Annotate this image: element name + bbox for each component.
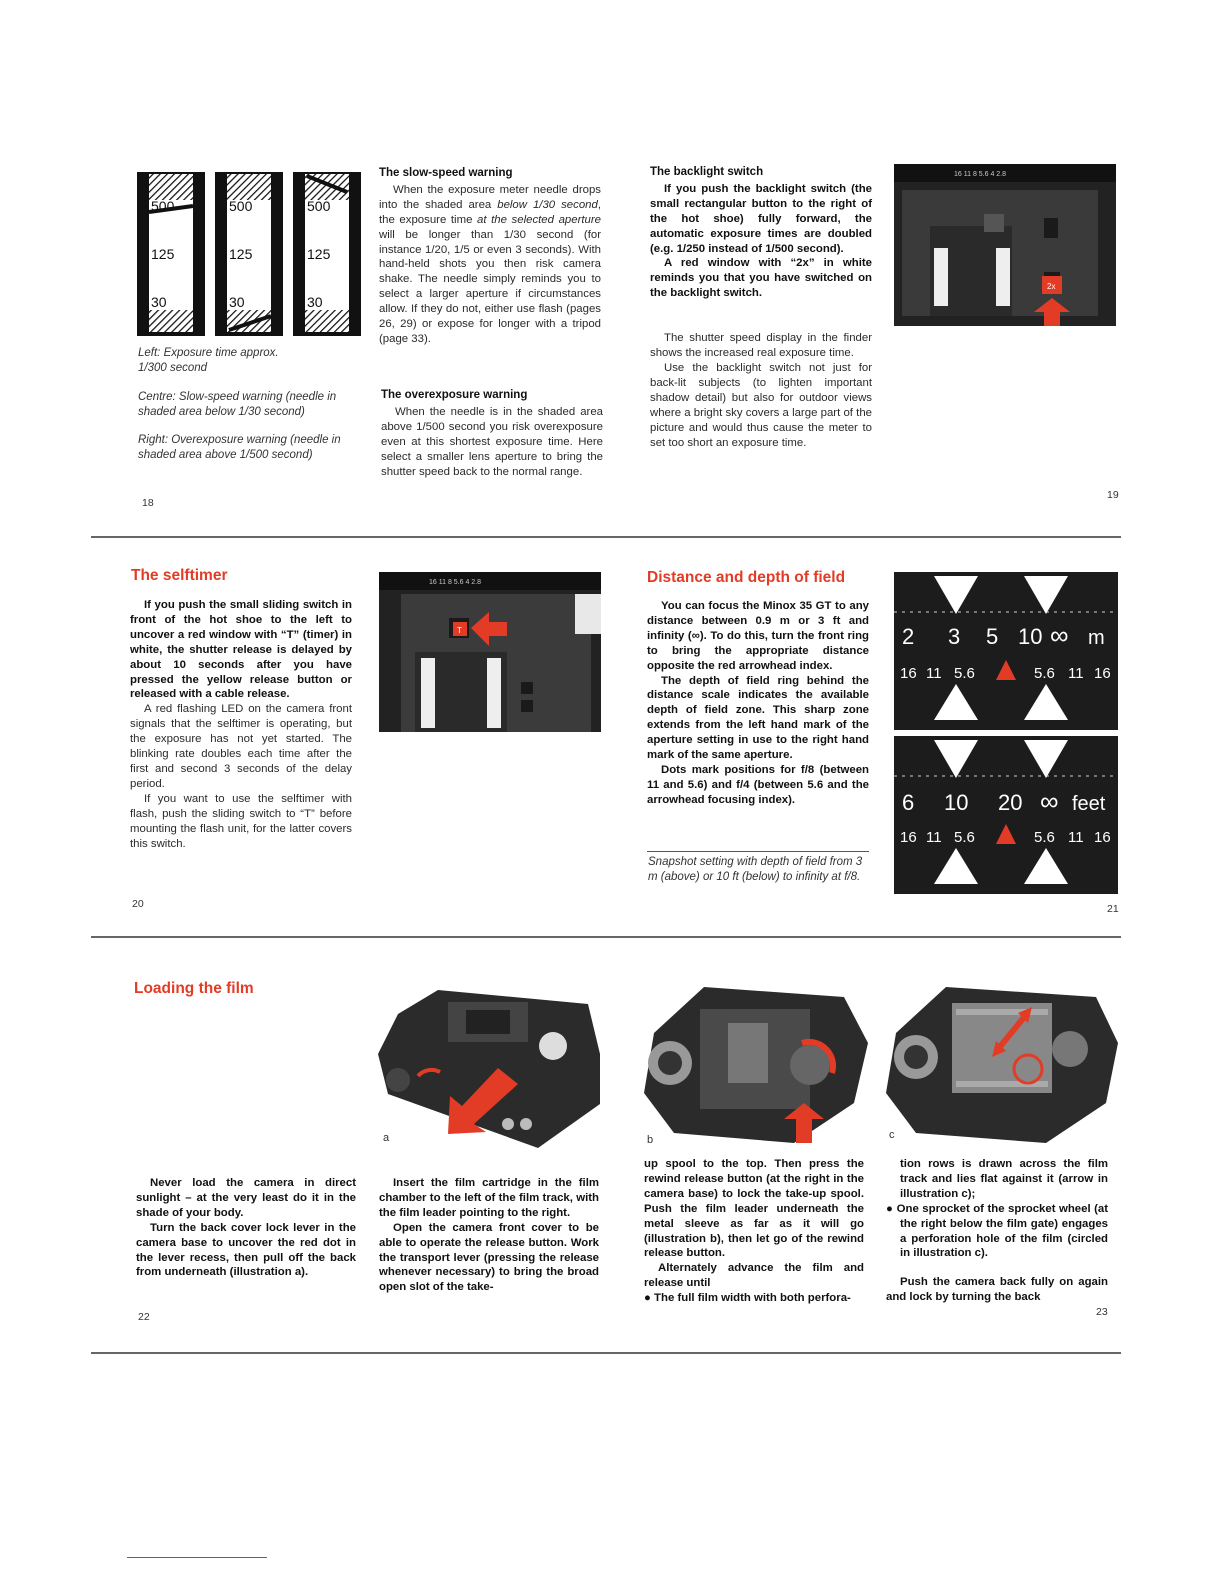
meter-right-500: 500: [307, 198, 331, 214]
meter-left-125: 125: [151, 246, 175, 262]
caption-right: Right: Overexposure warning (needle in shaded area above 1/500 second): [138, 434, 341, 461]
bullet-2-text: One sprocket of the sprocket wheel (at the right below the film gate) engages a perforation hole of the film (circled in illustration c).: [896, 1202, 1108, 1260]
label-c: c: [889, 1129, 895, 1141]
meter-illustrations: [135, 170, 363, 338]
dof-m-16a: 16: [900, 665, 917, 682]
loading-photo-b: [644, 983, 868, 1149]
backlight-bold-p1: If you push the backlight switch (the small rectangular button to the right of the hot shoe) fully forward, the automatic exposure times are doubled (e.g. 1/250 instead of 1/500 second).: [650, 182, 872, 255]
dof-m-5: 5: [986, 624, 999, 649]
selftimer-t-label: T: [457, 626, 462, 635]
selftimer-photo-scale: 16 11 8 5.6 4 2.8: [429, 579, 482, 586]
slow-speed-section: [379, 166, 601, 347]
backlight-section: [650, 165, 872, 450]
page-number-20: 20: [132, 898, 144, 910]
selftimer-p2: A red flashing LED on the camera front signals that the selftimer is operating, but the exposure has not yet started. The blinking rate doubles each time after the first and second 3 seconds of the delay period.: [130, 703, 352, 790]
distance-bold-p2: The depth of field ring behind the distance scale indicates the available depth of field zone. This sharp zone extends from the left hand mark of the aperture setting in use to the right hand mark of the same aperture.: [647, 674, 869, 762]
meter-right-30: 30: [307, 294, 323, 310]
meter-centre-500: 500: [229, 198, 253, 214]
label-a: a: [383, 1132, 390, 1144]
dof-feet-art: [894, 736, 1118, 894]
dof-f-11b: 11: [1068, 829, 1084, 846]
dof-ft-20: 20: [998, 790, 1023, 815]
slow-text-a: When the exposure meter needle drops into the shaded area: [379, 183, 601, 211]
dof-metric-art: [894, 572, 1118, 730]
label-b: b: [647, 1134, 654, 1146]
loading-col3-p2: Alternately advance the film and release until: [644, 1262, 864, 1290]
slow-speed-heading: The slow-speed warning: [379, 167, 513, 179]
dof-m-2: 2: [902, 624, 915, 649]
bullet-1-text: The full film width with both perfora-: [654, 1292, 851, 1305]
slow-speed-text: [379, 183, 601, 347]
page-number-23: 23: [1096, 1306, 1108, 1318]
loading-a-art: [378, 984, 600, 1148]
dof-m-3: 3: [948, 624, 961, 649]
meter-left-500: 500: [151, 198, 175, 214]
overexposure-heading: The overexposure warning: [381, 389, 528, 401]
dof-f-16a: 16: [900, 829, 917, 846]
overexposure-text: When the needle is in the shaded area above 1/500 second you risk overexposure even at this shortest exposure time. Here select a smaller lens aperture to bring the shutter speed back to the normal range.: [381, 405, 603, 478]
loading-col3-p1: up spool to the top. Then press the rewind release button (at the right in the camera base) to lock the take-up spool. Push the film leader underneath the metal sleeve as far as it will go (illustration b), then let go of the rewind release button.: [644, 1158, 864, 1260]
loading-photo-a: [378, 984, 600, 1148]
dof-f-11a: 11: [926, 829, 942, 846]
dof-f-16b: 16: [1094, 829, 1111, 846]
dof-m-10: 10: [1018, 624, 1043, 649]
loading-heading: Loading the film: [134, 980, 254, 997]
selftimer-photo-art: [379, 572, 601, 732]
loading-col1: [136, 1176, 356, 1280]
meter-centre-30: 30: [229, 294, 245, 310]
slow-text-c: , the exposure time: [379, 198, 601, 226]
backlight-photo-scale: 16 11 8 5.6 4 2.8: [954, 171, 1007, 178]
dof-m-56a: 5.6: [954, 665, 975, 682]
dof-m-11b: 11: [1068, 665, 1084, 682]
caption-rule: [647, 851, 869, 852]
loading-col4-cont: tion rows is drawn across the film track and lies flat against it (arrow in illustration c);: [900, 1158, 1108, 1200]
dof-ft-6: 6: [902, 790, 915, 815]
selftimer-p3: If you want to use the selftimer with flash, push the sliding switch to “T” before mounting the flash unit, for the latter covers this switch.: [130, 792, 352, 850]
backlight-photo-art: [894, 164, 1116, 326]
dof-m-16b: 16: [1094, 665, 1111, 682]
backlight-2x-label: 2x: [1047, 282, 1056, 291]
loading-col3: [644, 1157, 864, 1306]
footer-link-rule: [127, 1557, 267, 1558]
page-number-19: 19: [1107, 489, 1119, 501]
loading-bold-p2: Turn the back cover lock lever in the camera base to uncover the red dot in the lever recess, then pull off the back from underneath (illustration a).: [136, 1221, 356, 1279]
loading-b-art: [644, 983, 868, 1149]
page-number-21: 21: [1107, 903, 1119, 915]
dof-f-56a: 5.6: [954, 829, 975, 846]
divider-3: [91, 1352, 1121, 1354]
dof-scale-feet: [894, 736, 1118, 894]
distance-heading: Distance and depth of field: [647, 569, 846, 586]
caption-left: Left: Exposure time approx. 1/300 second: [138, 347, 279, 374]
dof-ft-inf: ∞: [1040, 786, 1059, 816]
meter-left-30: 30: [151, 294, 167, 310]
selftimer-section: [130, 598, 352, 851]
exposure-meter-diagram: [135, 170, 363, 338]
slow-text-b: below 1/30 second: [497, 198, 598, 211]
distance-caption: Snapshot setting with depth of field from 3 m (above) or 10 ft (below) to infinity at f/8.: [648, 856, 863, 883]
loading-col2-p1: Insert the film cartridge in the film chamber to the left of the film track, with the film leader pointing to the right.: [379, 1177, 599, 1219]
page-number-18: 18: [142, 497, 154, 509]
dof-ft-10: 10: [944, 790, 969, 815]
dof-f-56b: 5.6: [1034, 829, 1055, 846]
meter-centre-125: 125: [229, 246, 253, 262]
loading-col2-p2: Open the camera front cover to be able to operate the release button. Work the transport lever (pressing the release whenever necessary) to bring the broad open slot of the take-: [379, 1221, 599, 1294]
loading-bullet-1: ● The full film width with both perfora-: [644, 1292, 851, 1305]
selftimer-photo: [379, 572, 601, 732]
page-number-22: 22: [138, 1311, 150, 1323]
distance-section: [647, 599, 869, 808]
backlight-switch-photo: [894, 164, 1116, 326]
slow-text-d: at the selected aperture: [477, 213, 601, 226]
backlight-bold-p2: A red window with “2x” in white reminds you that you have switched on the backlight switch.: [650, 257, 872, 300]
loading-col4-p3: Push the camera back fully on again and lock by turning the back: [886, 1276, 1108, 1304]
slow-text-e: will be longer than 1/30 second (for instance 1/20, 1/5 or even 3 seconds). With hand-held shots you then risk camera shake. The needle simply reminds you to select a larger aperture if circumstances allow. If they do not, either use flash (pages 26, 29) or expose for longer with a tripod (page 33).: [379, 228, 601, 345]
selftimer-bold-p1: If you push the small sliding switch in front of the hot shoe to the left to uncover a red window with “T” (timer) in white, the shutter release is delayed by about 10 seconds after you have pressed the yellow release button or released with a cable release.: [130, 599, 352, 701]
loading-col4: [886, 1157, 1108, 1305]
meter-centre: [215, 172, 283, 336]
overexposure-section: [381, 388, 603, 479]
divider-1: [91, 536, 1121, 538]
dof-m-56b: 5.6: [1034, 665, 1055, 682]
divider-2: [91, 936, 1121, 938]
dof-m-11a: 11: [926, 665, 942, 682]
caption-centre: Centre: Slow-speed warning (needle in shaded area below 1/30 second): [138, 391, 337, 418]
loading-photo-c: [886, 983, 1118, 1149]
backlight-p4: Use the backlight switch not just for back-lit subjects (to lighten important shadow detail) but also for outdoor views where a bright sky covers a large part of the picture and would thus cause the meter to set too short an exposure time.: [650, 361, 872, 449]
distance-bold-p1: You can focus the Minox 35 GT to any distance between 0.9 m or 3 ft and infinity (∞). To do this, turn the front ring to bring the appropriate distance opposite the red arrowhead index.: [647, 600, 869, 672]
distance-bold-p3: Dots mark positions for f/8 (between 11 and 5.6) and f/4 (between 5.6 and the arrowhead focusing index).: [647, 763, 869, 806]
loading-bold-p1: Never load the camera in direct sunlight – at the very least do it in the shade of your body.: [136, 1177, 356, 1219]
backlight-heading: The backlight switch: [650, 166, 764, 178]
meter-right-125: 125: [307, 246, 331, 262]
loading-bullet-2: ● One sprocket of the sprocket wheel (at the right below the film gate) engages a perforation hole of the film (circled in illustration c).: [886, 1202, 1108, 1260]
dof-m-unit: m: [1088, 627, 1105, 649]
loading-c-art: [886, 983, 1118, 1149]
dof-scale-metric: [894, 572, 1118, 730]
meter-right: [293, 172, 361, 336]
backlight-p3: The shutter speed display in the finder shows the increased real exposure time.: [650, 332, 872, 360]
selftimer-heading: The selftimer: [131, 567, 228, 584]
dof-ft-unit: feet: [1072, 793, 1106, 815]
dof-m-inf: ∞: [1050, 620, 1069, 650]
loading-col2: [379, 1176, 599, 1295]
meter-left: [137, 172, 205, 336]
